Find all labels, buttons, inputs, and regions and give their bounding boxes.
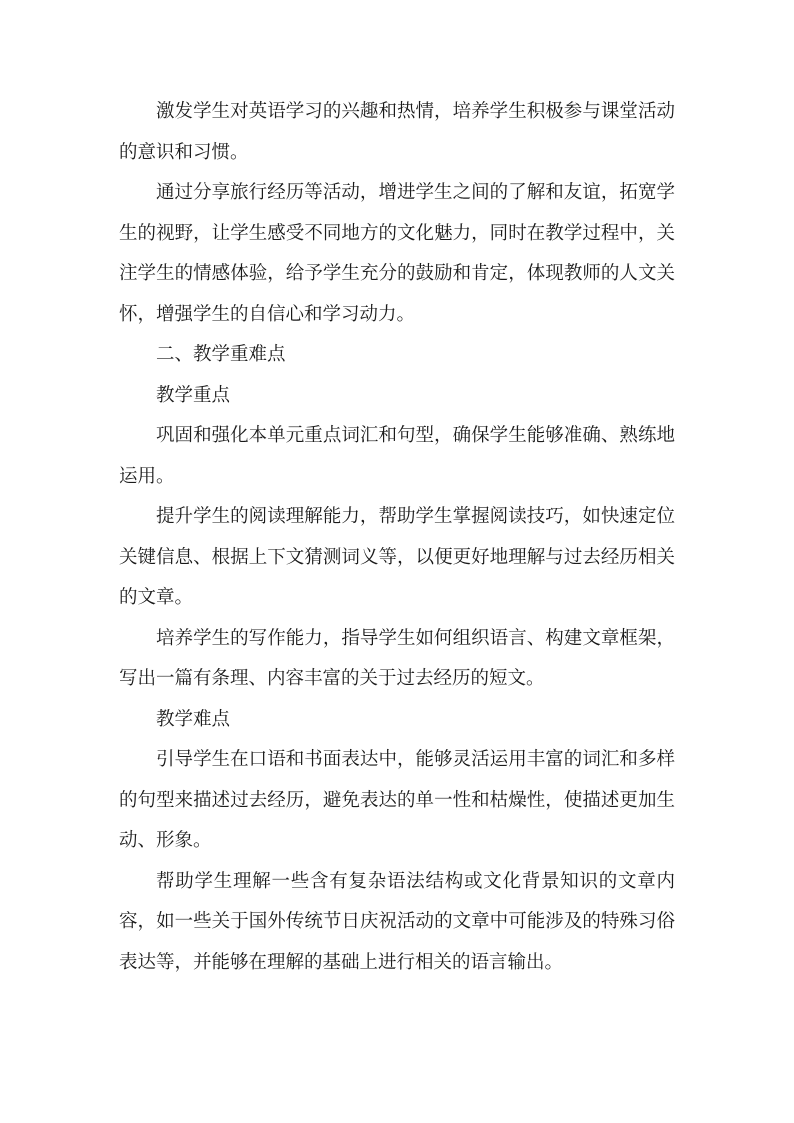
paragraph-writing: 培养学生的写作能力，指导学生如何组织语言、构建文章框架，写出一篇有条理、内容丰富的关于过去经历的短文。	[119, 627, 675, 689]
paragraph-expression: 引导学生在口语和书面表达中，能够灵活运用丰富的词汇和多样的句型来描述过去经历，避免表达的单一性和枯燥性，使描述更加生动、形象。	[119, 749, 675, 851]
paragraph-sharing-experiences: 通过分享旅行经历等活动，增进学生之间的了解和友谊，拓宽学生的视野，让学生感受不同地方的文化魅力，同时在教学过程中，关注学生的情感体验，给予学生充分的鼓励和肯定，体现教师的人文关怀，增强学生的自信心和学习动力。	[119, 182, 675, 325]
subheading-teaching-difficulty: 教学难点	[156, 708, 231, 730]
paragraph-reading: 提升学生的阅读理解能力，帮助学生掌握阅读技巧，如快速定位关键信息、根据上下文猜测词义等，以便更好地理解与过去经历相关的文章。	[119, 506, 675, 608]
paragraph-vocabulary: 巩固和强化本单元重点词汇和句型，确保学生能够准确、熟练地运用。	[119, 425, 675, 487]
paragraph-interest: 激发学生对英语学习的兴趣和热情，培养学生积极参与课堂活动的意识和习惯。	[119, 101, 675, 163]
section-heading-key-difficulties: 二、教学重难点	[156, 344, 286, 365]
document-body	[119, 92, 675, 983]
paragraph-comprehension: 帮助学生理解一些含有复杂语法结构或文化背景知识的文章内容，如一些关于国外传统节日庆祝活动的文章中可能涉及的特殊习俗表达等，并能够在理解的基础上进行相关的语言输出。	[119, 870, 675, 973]
subheading-teaching-focus: 教学重点	[156, 384, 231, 406]
